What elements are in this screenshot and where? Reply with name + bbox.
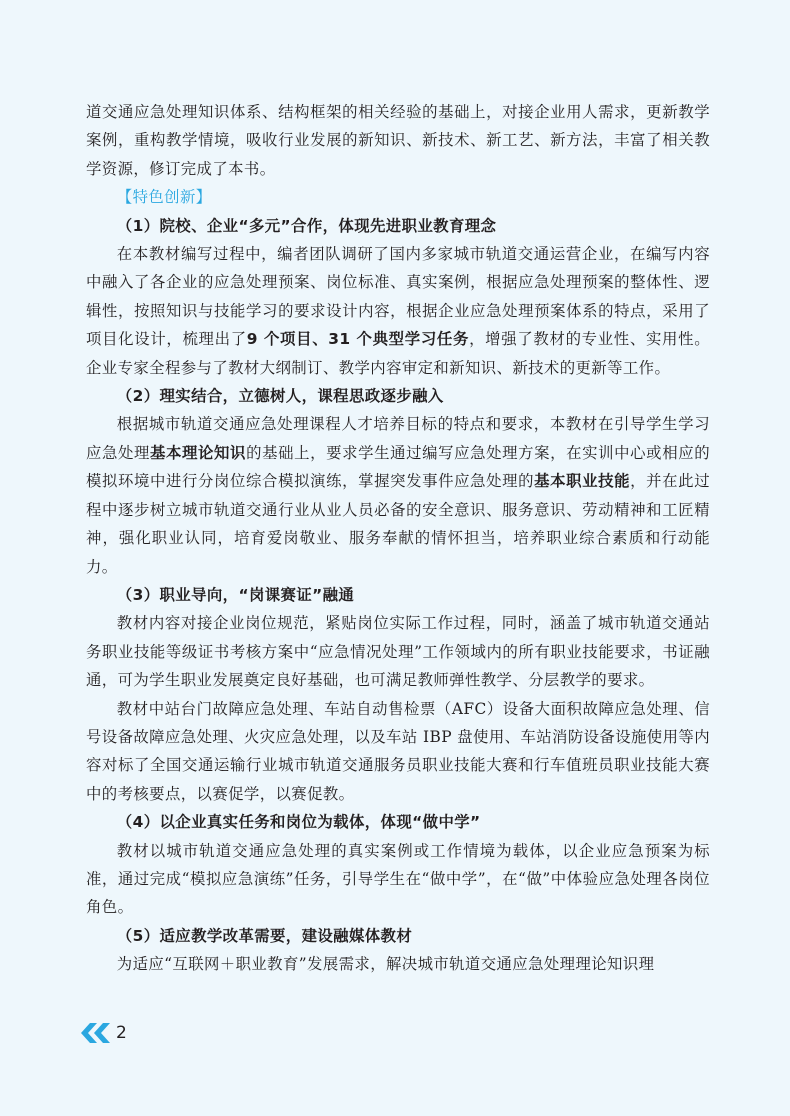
body-paragraph (86, 950, 710, 978)
paragraph-text: 在本教材编写过程中，编者团队调研了国内多家城市轨道交通运营企业，在编写内容中融入了各企业的应急处理预案、岗位标准、真实案例，根据应急处理预案的整体性、逻辑性，按照知识与技能学习的要求设计内容，根据企业应急处理预案体系的特点，采用了项目化设计，梳理出了 (86, 245, 710, 349)
bold-text: 基本理论知识 (150, 443, 247, 462)
paragraph-text: ，并在此过程中逐步树立城市轨道交通行业从业人员必备的安全意识、服务意识、劳动精神和工匠精神，强化职业认同，培育爱岗敬业、服务奉献的情怀担当，培养职业综合素质和行动能力。 (86, 472, 710, 576)
section-heading: （2）理实结合，立德树人，课程思政逐步融入 (116, 387, 444, 406)
section-heading: （4）以企业真实任务和岗位为载体，体现“做中学” (116, 813, 481, 832)
paragraph-text: 教材内容对接企业岗位规范，紧贴岗位实际工作过程，同时，涵盖了城市轨道交通站务职业技能等级证书考核方案中“应急情况处理”工作领域内的所有职业技能要求，书证融通，可为学生职业发展奠定良好基础，也可满足教师弹性教学、分层教学的要求。 (86, 614, 710, 690)
section-heading: （3）职业导向，“岗课赛证”融通 (116, 585, 355, 604)
bold-text: 基本职业技能 (534, 472, 631, 491)
paragraph-text: 教材中站台门故障应急处理、车站自动售检票（AFC）设备大面积故障应急处理、信号设备故障应急处理、火灾应急处理，以及车站 IBP 盘使用、车站消防设备设施使用等内容对标了全国交通运输行业城市轨道交通服务员职业技能大赛和行车值班员职业技能大赛中的考核要点，以赛促学，以赛促教。 (86, 699, 710, 803)
body-paragraph (86, 609, 710, 694)
paragraph-text: 根据城市轨道交通应急处理课程人才培养目标的特点和要求，本教材在引导学生学习应急处理 (86, 415, 710, 462)
bold-text: 9 个项目、31 个典型学习任务 (246, 330, 470, 349)
page-body (86, 98, 710, 979)
paragraph-text: 的基础上，要求学生通过编写应急处理方案，在实训中心或相应的模拟环境中进行分岗位综合模拟演练，掌握突发事件应急处理的 (86, 443, 710, 491)
paragraph-text: 教材以城市轨道交通应急处理的真实案例或工作情境为载体，以企业应急预案为标准，通过完成“模拟应急演练”任务，引导学生在“做中学”，在“做”中体验应急处理各岗位角色。 (86, 841, 710, 917)
body-paragraph (86, 240, 710, 382)
body-paragraph (86, 695, 710, 809)
sections-container (86, 212, 710, 979)
page-number: 2 (116, 1023, 127, 1043)
paragraph-text: 为适应“互联网＋职业教育”发展需求，解决城市轨道交通应急处理理论知识理 (116, 955, 655, 974)
double-chevron-left-icon (80, 1022, 114, 1044)
intro-paragraph: 道交通应急处理知识体系、结构框架的相关经验的基础上，对接企业用人需求，更新教学案例，重构教学情境，吸收行业发展的新知识、新技术、新工艺、新方法，丰富了相关教学资源，修订完成了本书。 (86, 103, 710, 178)
body-paragraph (86, 410, 710, 580)
body-paragraph (86, 837, 710, 922)
section-label: 【特色创新】 (116, 188, 212, 207)
page-footer (80, 1022, 127, 1044)
section-heading: （5）适应教学改革需要，建设融媒体教材 (116, 926, 413, 945)
paragraph-text: ，增强了教材的专业性、实用性。企业专家全程参与了教材大纲制订、教学内容审定和新知识、新技术的更新等工作。 (86, 330, 710, 377)
section-heading: （1）院校、企业“多元”合作，体现先进职业教育理念 (116, 216, 497, 235)
